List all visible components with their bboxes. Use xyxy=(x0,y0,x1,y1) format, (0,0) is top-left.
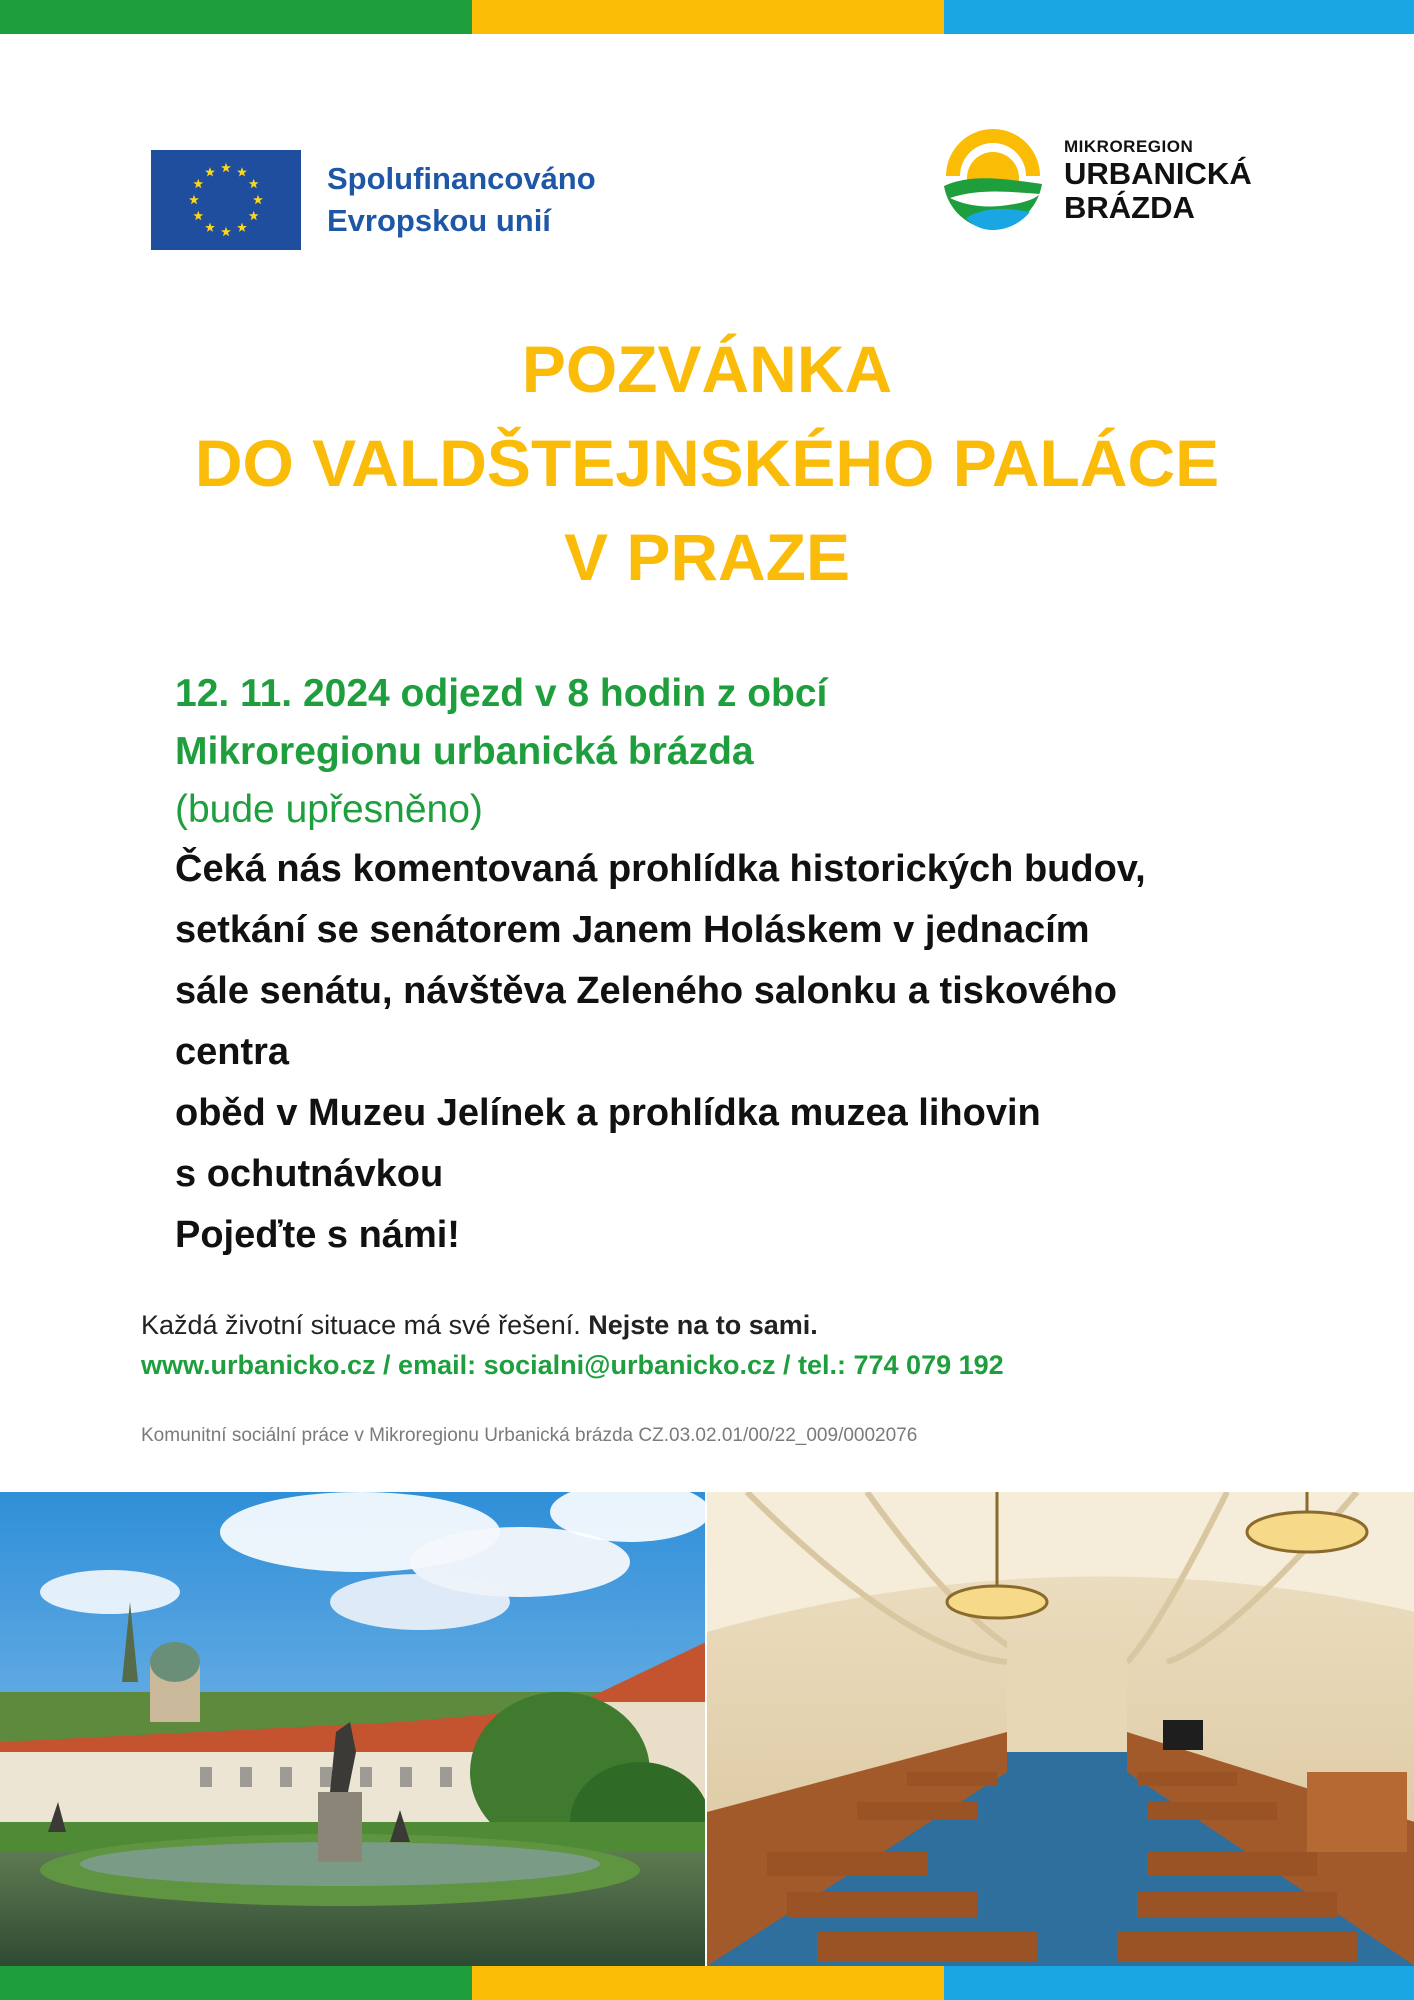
desc-line7: Pojeďte s námi! xyxy=(175,1214,460,1256)
stripe-yellow xyxy=(472,0,944,34)
microregion-logo xyxy=(940,128,1252,234)
eu-flag-icon xyxy=(151,150,301,250)
title-line2: DO VALDŠTEJNSKÉHO PALÁCE xyxy=(194,426,1220,500)
eu-text-line1: Spolufinancováno xyxy=(327,161,596,196)
eu-text-line2: Evropskou unií xyxy=(327,203,551,238)
stripe-green xyxy=(0,0,472,34)
stripe-yellow xyxy=(472,1966,944,2000)
invitation-title xyxy=(0,322,1414,604)
microregion-name-line2: BRÁZDA xyxy=(1064,190,1195,225)
stripe-blue xyxy=(944,0,1414,34)
palace-garden-image xyxy=(0,1492,705,1966)
desc-line1: Čeká nás komentovaná prohlídka historických budov, xyxy=(175,848,1146,890)
microregion-text xyxy=(1064,137,1252,225)
palace-garden-photo xyxy=(0,1492,705,1966)
desc-line4: centra xyxy=(175,1031,290,1073)
microregion-name-line1: URBANICKÁ xyxy=(1064,156,1252,191)
bottom-color-stripe xyxy=(0,1966,1414,2000)
date-line1: 12. 11. 2024 odjezd v 8 hodin z obcí xyxy=(175,672,828,715)
desc-line3: sále senátu, návštěva Zeleného salonku a tiskového xyxy=(175,970,1117,1012)
eu-cofinancing-text xyxy=(327,158,596,242)
stripe-green xyxy=(0,1966,472,2000)
microregion-emblem-icon xyxy=(940,128,1046,234)
event-details xyxy=(175,665,1335,1266)
event-description xyxy=(175,839,1335,1266)
title-line1: POZVÁNKA xyxy=(521,332,893,406)
contact-line[interactable]: www.urbanicko.cz / email: socialni@urbanicko.cz / tel.: 774 079 192 xyxy=(141,1350,1004,1380)
senate-hall-image xyxy=(707,1492,1414,1966)
senate-hall-photo xyxy=(705,1492,1414,1966)
desc-line6: s ochutnávkou xyxy=(175,1153,444,1195)
desc-line5: oběd v Muzeu Jelínek a prohlídka muzea lihovin xyxy=(175,1092,1041,1134)
slogan-bold: Nejste na to sami. xyxy=(588,1310,818,1340)
slogan-plain: Každá životní situace má své řešení. xyxy=(141,1310,589,1340)
stripe-blue xyxy=(944,1966,1414,2000)
title-line3: V PRAZE xyxy=(563,520,851,594)
desc-line2: setkání se senátorem Janem Holáskem v jednacím xyxy=(175,909,1090,951)
project-code: Komunitní sociální práce v Mikroregionu Urbanická brázda CZ.03.02.01/00/22_009/0002076 xyxy=(141,1425,918,1446)
top-color-stripe xyxy=(0,0,1414,34)
date-line2: Mikroregionu urbanická brázda xyxy=(175,730,754,773)
photo-strip xyxy=(0,1492,1414,1966)
eu-cofinancing-logo xyxy=(151,150,596,250)
note-line: (bude upřesněno) xyxy=(175,788,483,831)
slogan xyxy=(141,1305,1341,1345)
footer-info xyxy=(141,1305,1341,1447)
microregion-label: MIKROREGION xyxy=(1064,137,1194,156)
